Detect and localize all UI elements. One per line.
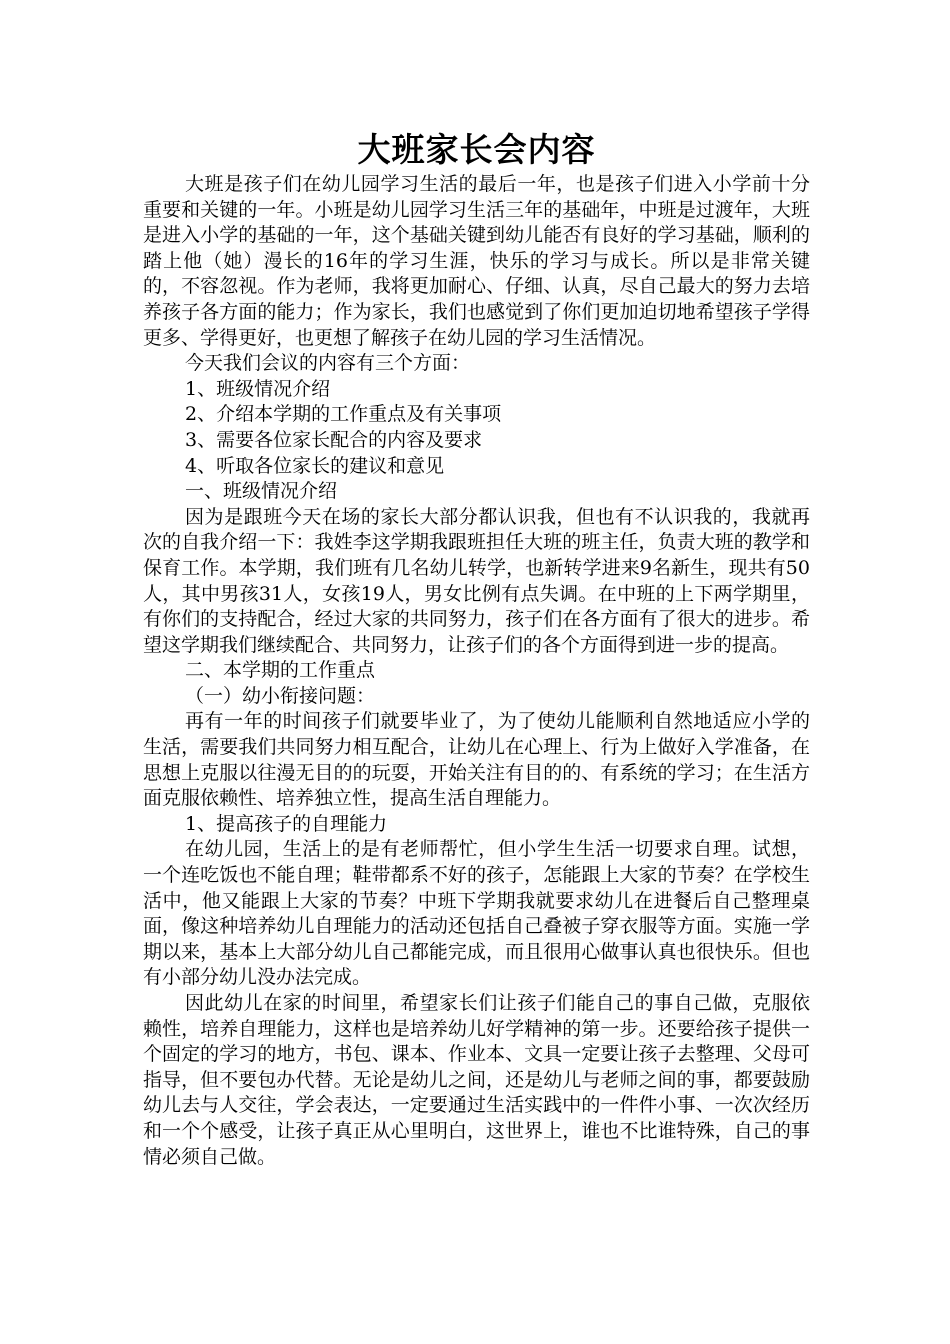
document-title: 大班家长会内容 [357, 130, 596, 169]
section-heading-work-focus: 二、本学期的工作重点 [185, 659, 376, 682]
agenda-item-2: 2、介绍本学期的工作重点及有关事项 [185, 403, 502, 426]
paragraph-self-care: 在幼儿园，生活上的是有老师帮忙，但小学生生活一切要求自理。试想，一个连吃饭也不能自理；鞋带都系不好的孩子，怎能跟上大家的节奏？在学校生活中，他又能跟上大家的节奏？中班下学期我就要求幼儿在进餐后自己整理桌面，像这种培养幼儿自理能力的活动还包括自己叠被子穿衣服等方面。实施一学期以来，基本上大部分幼儿自己都能完成，而且很用心做事认真也很快乐。但也有小部分幼儿没办法完成。 [143, 838, 810, 989]
paragraph-transition: 再有一年的时间孩子们就要毕业了，为了使幼儿能顺利自然地适应小学的生活，需要我们共同努力相互配合，让幼儿在心理上、行为上做好入学准备，在思想上克服以往漫无目的的玩耍，开始关注有目的的、有系统的学习；在生活方面克服依赖性、培养独立性，提高生活自理能力。 [143, 710, 810, 810]
agenda-item-3: 3、需要各位家长配合的内容及要求 [185, 428, 483, 451]
paragraph-meeting-topics: 今天我们会议的内容有三个方面： [185, 352, 471, 375]
subheading-self-care: 1、提高孩子的自理能力 [185, 812, 388, 835]
section-heading-class-intro: 一、班级情况介绍 [185, 480, 338, 503]
subsection-heading-transition: （一）幼小衔接问题： [185, 684, 376, 707]
agenda-item-1: 1、班级情况介绍 [185, 377, 331, 400]
agenda-item-4: 4、听取各位家长的建议和意见 [185, 454, 445, 477]
paragraph-class-intro: 因为是跟班今天在场的家长大部分都认识我，但也有不认识我的，我就再次的自我介绍一下：我姓李这学期我跟班担任大班的班主任，负责大班的教学和保育工作。本学期，我们班有几名幼儿转学，也新转学进来9名新生，现共有50人，其中男孩31人，女孩19人，男女比例有点失调。在中班的上下两学期里，有你们的支持配合，经过大家的共同努力，孩子们在各方面有了很大的进步。希望这学期我们继续配合、共同努力，让孩子们的各个方面得到进一步的提高。 [143, 505, 810, 656]
paragraph-home-advice: 因此幼儿在家的时间里，希望家长们让孩子们能自己的事自己做，克服依赖性，培养自理能力，这样也是培养幼儿好学精神的第一步。还要给孩子提供一个固定的学习的地方，书包、课本、作业本、文具一定要让孩子去整理、父母可指导，但不要包办代替。无论是幼儿之间，还是幼儿与老师之间的事，都要鼓励幼儿去与人交往，学会表达，一定要通过生活实践中的一件件小事、一次次经历和一个个感受，让孩子真正从心里明白，这世界上，谁也不比谁特殊，自己的事情必须自己做。 [143, 992, 810, 1168]
paragraph-intro: 大班是孩子们在幼儿园学习生活的最后一年，也是孩子们进入小学前十分重要和关键的一年。小班是幼儿园学习生活三年的基础年，中班是过渡年，大班是进入小学的基础的一年，这个基础关键到幼儿能否有良好的学习基础，顺利的踏上他（她）漫长的16年的学习生涯，快乐的学习与成长。所以是非常关键的，不容忽视。作为老师，我将更加耐心、仔细、认真，尽自己最大的努力去培养孩子各方面的能力；作为家长，我们也感觉到了你们更加迫切地希望孩子学得更多、学得更好，也更想了解孩子在幼儿园的学习生活情况。 [143, 173, 810, 349]
document-page [143, 128, 810, 1170]
